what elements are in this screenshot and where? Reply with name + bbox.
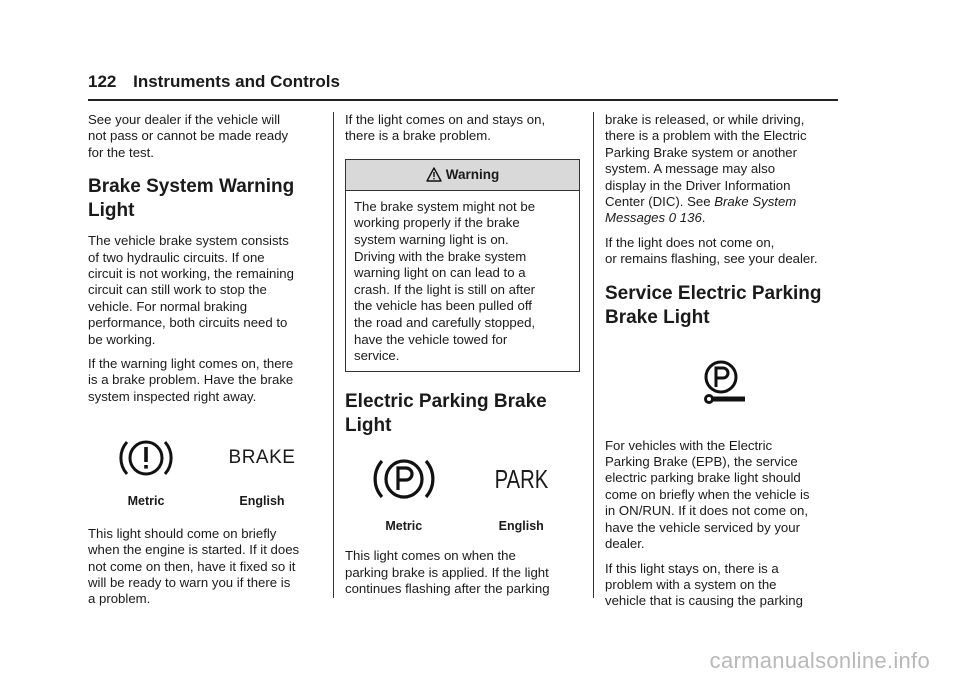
service-icon-wrap bbox=[605, 358, 840, 408]
heading-brake-system-warning-light: Brake System Warning Light bbox=[88, 176, 295, 222]
page-reference[interactable]: 0 136 bbox=[668, 210, 702, 226]
column-divider bbox=[593, 112, 594, 598]
header-rule bbox=[88, 99, 838, 101]
heading-electric-parking-brake-light: Electric Parking Brake Light bbox=[345, 390, 547, 436]
caption-english: English bbox=[239, 494, 285, 509]
brake-warning-icon bbox=[118, 436, 174, 480]
brake-english-icon: BRAKE bbox=[228, 447, 296, 469]
watermark: carmanualsonline.info bbox=[709, 648, 930, 673]
page-header bbox=[88, 72, 838, 92]
column-1 bbox=[88, 112, 320, 616]
paragraph: This light comes on when the parking brake is applied. If the light continues flashing after the parking bbox=[345, 548, 550, 596]
caption-metric: Metric bbox=[127, 494, 165, 509]
paragraph: For vehicles with the Electric Parking Brake (EPB), the service electric parking brake light should come on briefly when the vehicle is in ON/RUN. If it does not come on, have the vehicle serviced by your dealer. bbox=[605, 437, 810, 552]
heading-service-electric-parking-brake-light: Service Electric Parking Brake Light bbox=[605, 282, 822, 328]
section-title: Instruments and Controls bbox=[133, 72, 340, 91]
park-icon-row bbox=[345, 448, 580, 510]
service-parking-brake-icon bbox=[697, 358, 749, 408]
warning-box bbox=[345, 159, 580, 372]
warning-header bbox=[346, 160, 579, 191]
warning-text: The brake system might not be working properly if the brake system warning light is on. Driving with the brake system warning light on can lead to a crash. If the light is still on after the vehicle has been pulled off the road and carefully stopped, have the vehicle towed for service. bbox=[354, 198, 536, 364]
park-english-icon: PARK bbox=[494, 463, 549, 494]
column-divider bbox=[333, 112, 334, 598]
paragraph bbox=[605, 112, 840, 227]
brake-icon-row bbox=[88, 423, 320, 493]
warning-triangle-icon bbox=[426, 167, 442, 182]
period: . bbox=[701, 210, 706, 226]
parking-brake-icon bbox=[372, 454, 436, 504]
page-number: 122 bbox=[88, 72, 117, 91]
caption-row bbox=[345, 518, 580, 534]
caption-row bbox=[88, 493, 320, 509]
caption-english: English bbox=[498, 518, 544, 533]
paragraph: See your dealer if the vehicle will not pass or cannot be made ready for the test. bbox=[88, 112, 289, 160]
paragraph: If the warning light comes on, there is a brake problem. Have the brake system inspected right away. bbox=[88, 356, 294, 404]
paragraph: If the light comes on and stays on, there is a brake problem. bbox=[345, 112, 546, 144]
paragraph: If this light stays on, there is a problem with a system on the vehicle that is causing the parking bbox=[605, 560, 803, 609]
paragraph: If the light does not come on, or remains flashing, see your dealer. bbox=[605, 234, 818, 267]
column-3 bbox=[605, 112, 840, 618]
paragraph-text: brake is released, or while driving, there is a problem with the Electric Parking Brake system or another system. A message may also display in the Driver Information Center (DIC). See bbox=[605, 112, 807, 210]
paragraph: This light should come on briefly when the engine is started. If it does not come on then, have it fixed so it will be ready to warn you if there is a problem. bbox=[88, 525, 300, 607]
caption-metric: Metric bbox=[385, 518, 423, 533]
warning-title: Warning bbox=[445, 166, 500, 182]
paragraph: The vehicle brake system consists of two hydraulic circuits. If one circuit is not working, the remaining circuit can still work to stop the vehicle. For normal braking performance, both circuits need to be working. bbox=[88, 233, 294, 347]
cross-reference-link[interactable]: Brake System Messages bbox=[605, 194, 797, 226]
column-2 bbox=[345, 112, 580, 605]
